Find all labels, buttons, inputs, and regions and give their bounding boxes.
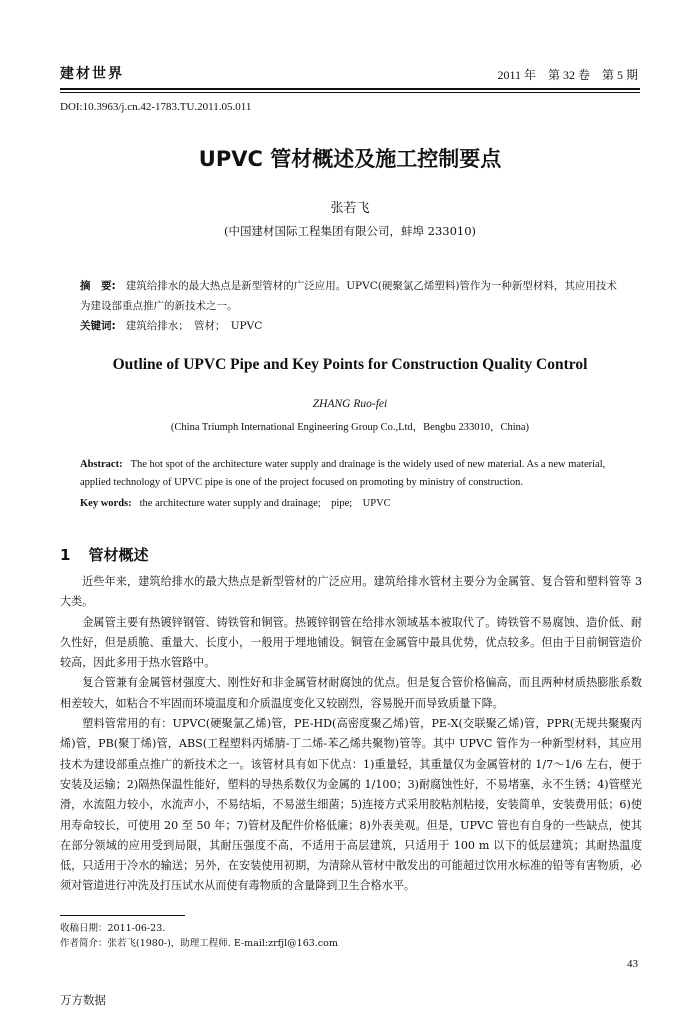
section-heading	[60, 544, 148, 565]
header-rule-thin	[60, 92, 640, 93]
abstract-cn	[80, 276, 625, 316]
keywords-en	[80, 494, 625, 514]
footnote-author-bio: 作者简介：张若飞(1980-)，助理工程师. E-mail:zrfjl@163.com	[60, 938, 338, 949]
section-title: 管材概述	[88, 546, 149, 564]
doi: DOI:10.3963/j.cn.42-1783.TU.2011.05.011	[60, 101, 252, 113]
affiliation-cn: (中国建材国际工程集团有限公司，蚌埠 233010)	[223, 224, 477, 238]
section-number: 1	[60, 546, 71, 564]
issue-info: 2011 年 第 32 卷 第 5 期	[497, 68, 638, 82]
keywords-cn	[80, 316, 625, 336]
paper-title-en: Outline of UPVC Pipe and Key Points for Construction Quality Control	[112, 356, 588, 373]
author-en: ZHANG Ruo-fei	[312, 398, 388, 410]
paragraph: 塑料管常用的有：UPVC(硬聚氯乙烯)管，PE-HD(高密度聚乙烯)管，PE-X(交联聚乙烯)管，PPR(无规共聚聚丙烯)管，PB(聚丁烯)管，ABS(工程塑料丙烯腈-丁二烯-苯乙烯共聚物)管等。其中 UPVC 管作为一种新型材料，其应用技术为建设部重点推广的新技术之一。该管材具有如下优点：1)重量轻，其重量仅为金属管材的 1/7～1/6 左右，便于安装及运输；2)隔热保温性能好，塑料的导热系数仅为金属的 1/100；3)耐腐蚀性好，不易堵塞，永不生锈；4)管壁光滑，水流阻力较小，水流声小，不易结垢，不易滋生细菌；5)连接方式采用胶粘剂粘接，安装简单，安装费用低；6)使用寿命较长，可使用 20 至 50 年；7)管材及配件价格低廉；8)外表美观。但是，UPVC 管也有自身的一些缺点，使其在部分领域的应用受到局限，其耐压强度不高，不适用于高层建筑，只适用于 100 m 以下的低层建筑；其耐热温度低，只适用于冷水的输送；另外，在安装使用初期，为清除从管材中散发出的可能超过饮用水标准的铅等有害物质，必须对管道进行冲洗及打压试水从而使有毒物质的含量降到卫生合格水平。	[60, 717, 642, 893]
keywords-cn-text: 建筑给排水； 管材； UPVC	[125, 320, 263, 332]
footnote	[60, 921, 338, 951]
paper-title-cn: UPVC 管材概述及施工控制要点	[198, 147, 502, 171]
footnote-received: 收稿日期：2011-06-23.	[60, 923, 166, 934]
abstract-en	[80, 456, 625, 492]
keywords-cn-label: 关键词:	[80, 320, 116, 332]
header-rule-thick	[60, 88, 640, 90]
abstract-en-text: The hot spot of the architecture water supply and drainage is the widely used of new material. As a new material, applied technology of UPVC pipe is one of the project focused on promoting by ministry of construction.	[80, 459, 606, 488]
paragraph: 复合管兼有金属管材强度大、刚性好和非金属管材耐腐蚀的优点。但是复合管价格偏高，而且两种材质热膨胀系数相差较大，如粘合不牢固而环境温度和介质温度变化又较剧烈，容易脱开而导致质量下降。	[60, 676, 642, 710]
footnote-rule	[60, 915, 185, 916]
section-body	[60, 572, 642, 897]
abstract-cn-text: 建筑给排水的最大热点是新型管材的广泛应用。UPVC(硬聚氯乙烯塑料)管作为一种新型材料，其应用技术为建设部重点推广的新技术之一。	[80, 280, 617, 312]
watermark: 万方数据	[60, 993, 106, 1007]
keywords-en-label: Key words:	[80, 498, 132, 509]
abstract-en-label: Abstract:	[80, 459, 123, 470]
abstract-cn-label: 摘 要:	[80, 280, 116, 292]
keywords-en-text: the architecture water supply and drainage; pipe; UPVC	[139, 498, 391, 509]
page-number: 43	[627, 958, 638, 970]
affiliation-en: (China Triumph International Engineering Group Co.,Ltd，Bengbu 233010，China)	[170, 422, 530, 433]
paragraph: 近些年来，建筑给排水的最大热点是新型管材的广泛应用。建筑给排水管材主要分为金属管、复合管和塑料管等 3 大类。	[60, 575, 642, 609]
paragraph: 金属管主要有热镀锌钢管、铸铁管和铜管。热镀锌钢管在给排水领域基本被取代了。铸铁管不易腐蚀、造价低、耐久性好，但是质脆、重量大、长度小，一般用于埋地铺设。铜管在金属管中最具优势，优点较多。但由于目前铜管造价较高，因此多用于热水管路中。	[60, 615, 642, 670]
journal-name: 建材世界	[60, 66, 124, 82]
author-cn: 张若飞	[330, 201, 370, 216]
